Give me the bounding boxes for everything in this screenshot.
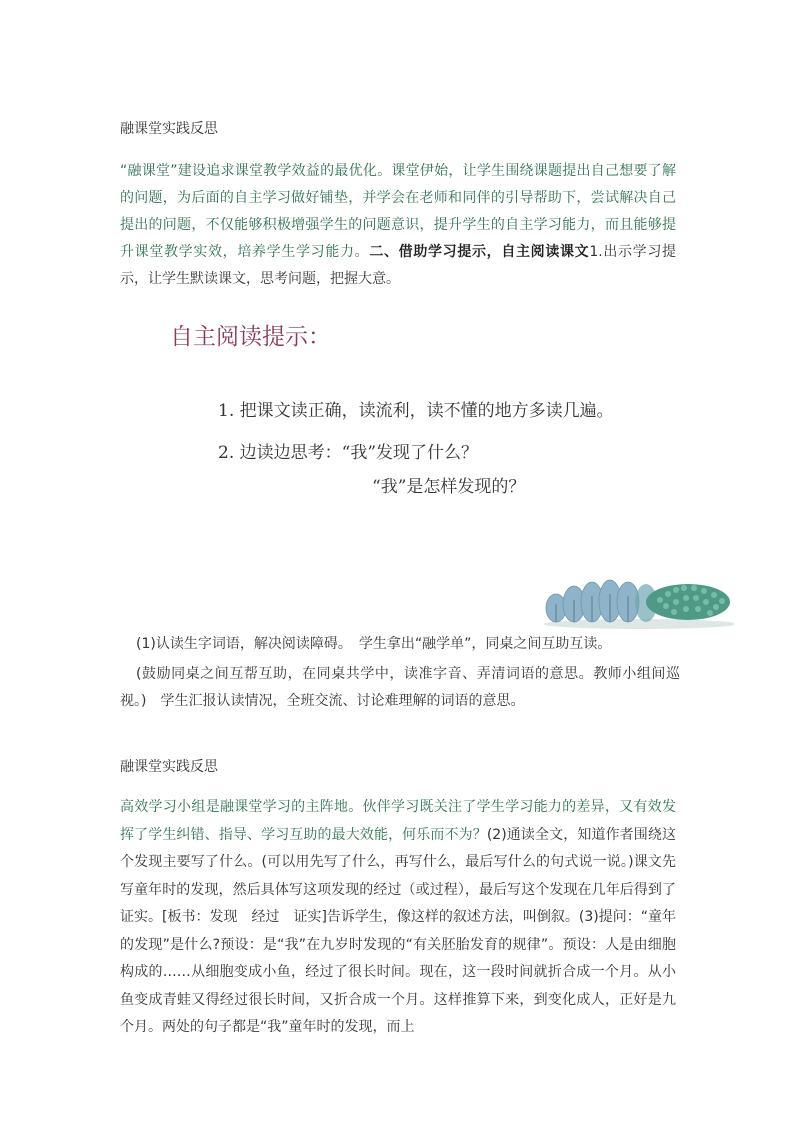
- reflection-paragraph-2: [120, 794, 676, 1042]
- reading-tip-2: 2. 边读边思考：“我”发现了什么？: [218, 443, 479, 463]
- reading-tip-1: 1. 把课文读正确，读流利，读不懂的地方多读几遍。: [218, 401, 614, 421]
- step1-line2: (鼓励同桌之间互帮互助，在同桌共学中，读准字音、弄清词语的意思。教师小组间巡视。) 学生汇报认读情况，全班交流、讨论难理解的词语的意思。: [120, 666, 680, 709]
- reflection-text-green: “融课堂”建设追求课堂教学效益的最优化。课堂伊始，让学生围绕课题提出自己想要了解的问题，为后面的自主学习做好铺垫，并学会在老师和同伴的引导帮助下，尝试解决自己提出的问题，不仅能够积极增强学生的问题意识，提升学生的自主学习能力，而且能够提升课堂教学实效，培养学生学习能力。: [120, 163, 676, 260]
- reading-tips-title: 自主阅读提示：: [170, 324, 331, 350]
- reflection-text-bold: 二、借助学习提示，自主阅读课文: [369, 244, 590, 260]
- step1-line1: (1)认读生字词语，解决阅读障碍。 学生拿出“融学单”，同桌之间互助互读。: [136, 636, 612, 652]
- reflection-text-tail: 1.出示学习提示，让学生默读课文，思考问题，把握大意。: [120, 244, 677, 287]
- section-heading-1: 融课堂实践反思: [120, 121, 218, 137]
- section-heading-2: 融课堂实践反思: [120, 759, 218, 775]
- reflection-paragraph-1: [120, 158, 676, 293]
- trees-illustration: [538, 574, 734, 630]
- reflection2-text-green: 高效学习小组是融课堂学习的主阵地。伙伴学习既关注了学生学习能力的差异，又有效发挥了学生纠错、指导、学习互助的最大效能，何乐而不为？: [120, 799, 676, 843]
- reading-tip-2b: “我”是怎样发现的？: [372, 477, 526, 497]
- reflection2-text-rest: (2)通读全文，知道作者围绕这个发现主要写了什么。(可以用先写了什么，再写什么，最后写什么的句式说一说。)课文先写童年时的发现，然后具体写这项发现的经过（或过程），最后写这个发现在几年后得到了证实。[板书：发现 经过 证实]告诉学生，像这样的叙述方法，叫倒叙。(3)提问：“童年的发现”是什么?预设：是“我”在九岁时发现的“有关胚胎发育的规律”。预设：人是由细胞构成的……从细胞变成小鱼，经过了很长时间。现在，这一段时间就折合成一个月。从小鱼变成青蛙又得经过很长时间，又折合成一个月。这样推算下来，到变化成人，正好是九个月。两处的句子都是“我”童年时的发现，而上: [120, 826, 677, 1035]
